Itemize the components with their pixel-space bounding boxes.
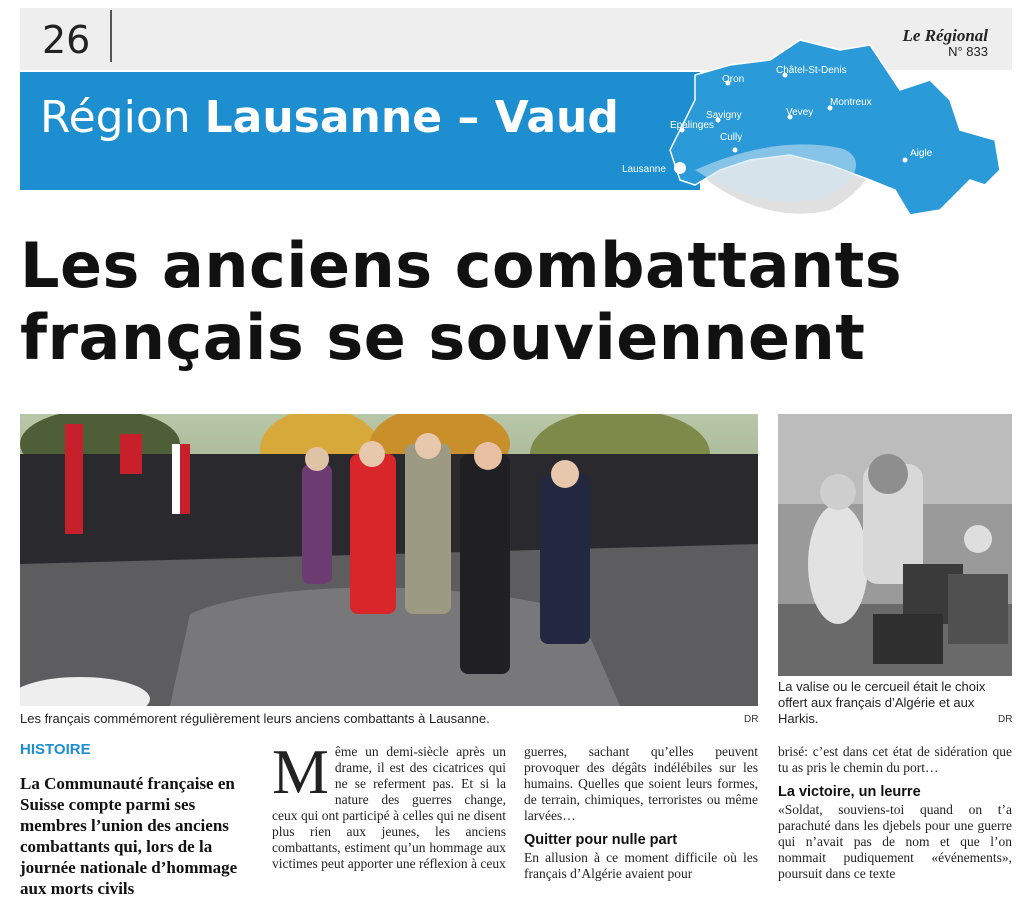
main-photo-credit: DR (744, 714, 759, 725)
side-photo (778, 414, 1012, 676)
region-title (40, 92, 619, 143)
drop-cap: M (272, 736, 329, 807)
map-label: Vevey (786, 107, 814, 118)
headline (20, 230, 1000, 374)
article-column-2 (524, 744, 758, 882)
side-photo-credit: DR (998, 714, 1013, 725)
region-prefix: Région (40, 92, 205, 143)
issue-number: N° 833 (948, 44, 988, 59)
headline-line-2: français se souviennent (20, 301, 866, 374)
map-label: Châtel-St-Denis (776, 65, 847, 76)
page-number-divider (110, 10, 112, 62)
article-lead: La Communauté française en Suisse compte parmi ses membres l’union des anciens combattants qui, lors de la journée nationale d’hommage aux morts civils (20, 774, 238, 898)
main-photo-caption: Les français commémorent régulièrement leurs anciens combattants à Lausanne. (20, 711, 490, 726)
page-number: 26 (42, 18, 91, 62)
brand-logo: Le Régional (902, 26, 988, 45)
region-name: Lausanne – Vaud (204, 92, 619, 143)
map-label: Aigle (910, 148, 933, 159)
column-text: En allusion à ce moment difficile où les français d’Algérie avaient pour (524, 850, 758, 881)
side-photo-caption: La valise ou le cercueil était le choix offert aux français d’Algérie et aux Harkis. (778, 679, 986, 726)
map-label: Cully (720, 132, 743, 143)
map-label: Epalinges (670, 120, 714, 131)
section-kicker: HISTOIRE (20, 741, 91, 758)
headline-line-1: Les anciens combattants (20, 229, 903, 302)
column-text: ême un demi-siècle après un drame, il est des cicatrices qui ne se referment pas. Et si la nature des guerres change, ceux qui ont participé à celles qui ne disent plus rien aux jeunes, les anciens combattants, estiment qu’un hommage aux victimes peut apporter une réflexion à ceux (272, 744, 506, 871)
map-label: Savigny (706, 110, 742, 121)
column-text: guerres, sachant qu’elles peuvent provoquer des dégâts indélébiles sur les humains. Quelles que soient leurs formes, de terrain, chimiques, terroristes ou même larvées… (524, 744, 758, 823)
region-map (600, 20, 1012, 230)
map-label: Montreux (830, 97, 872, 108)
subheading: La victoire, un leurre (778, 784, 921, 800)
article-column-3 (778, 744, 1012, 882)
column-text: brisé: c’est dans cet état de sidération que tu as pris le chemin du port… (778, 744, 1012, 775)
column-text: «Soldat, souviens-toi quand on t’a parachuté dans les djebels pour une guerre qui n’avait pas de nom et que l’on nommait pudiquement «événements», poursuit dans ce texte (778, 802, 1012, 881)
main-photo (20, 414, 758, 706)
subheading: Quitter pour nulle part (524, 832, 678, 848)
map-label: Lausanne (622, 164, 666, 175)
article-column-1 (272, 736, 506, 872)
map-label: Oron (722, 74, 745, 85)
